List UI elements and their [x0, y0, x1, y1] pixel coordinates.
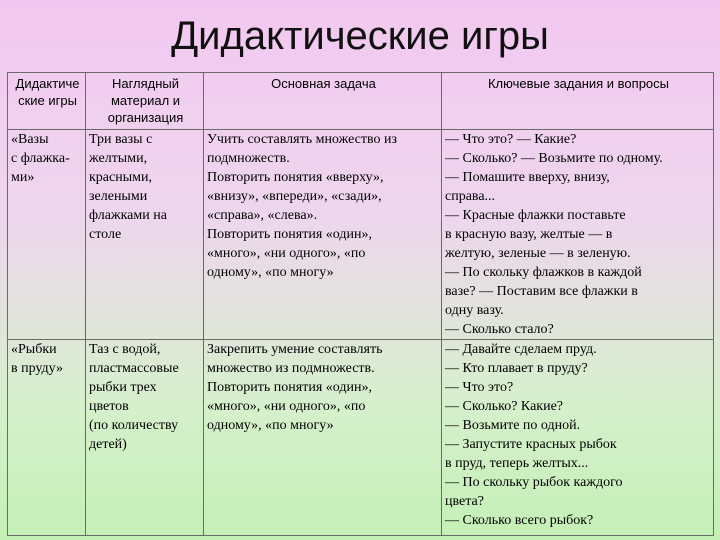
header-line: материал и: [110, 93, 181, 108]
cell-line: справа...: [445, 189, 496, 204]
cell-line: — Сколько всего рыбок?: [445, 513, 594, 528]
cell-line: вазе? — Поставим все флажки в: [445, 284, 638, 299]
cell-questions: [442, 340, 714, 536]
cell-line: столе: [89, 227, 122, 242]
cell-line: в красную вазу, желтые — в: [445, 227, 613, 242]
cell-line: — Возьмите по одной.: [445, 418, 581, 433]
cell-line: с флажка-: [11, 151, 70, 166]
slide-title: Дидактические игры: [171, 14, 549, 58]
cell-line: — Красные флажки поставьте: [445, 208, 626, 223]
cell-line: — Помашите вверху, внизу,: [445, 170, 610, 185]
cell-line: — Запустите красных рыбок: [445, 437, 617, 452]
cell-line: — Сколько? — Возьмите по одному.: [445, 151, 663, 166]
cell-line: — По скольку рыбок каждого: [445, 475, 623, 490]
header-task: [204, 73, 442, 130]
header-material: [86, 73, 204, 130]
cell-line: — Что это? — Какие?: [445, 132, 577, 147]
cell-line: — Сколько? Какие?: [445, 399, 564, 414]
cell-line: пластмассовые: [89, 361, 179, 376]
cell-line: флажками на: [89, 208, 167, 223]
cell-line: в пруд, теперь желтых...: [445, 456, 589, 471]
cell-line: «много», «ни одного», «по: [207, 246, 366, 261]
didactic-games-table: [7, 72, 714, 536]
header-line: Наглядный: [111, 76, 180, 91]
cell-line: Закрепить умение составлять: [207, 342, 383, 357]
cell-line: подмножеств.: [207, 151, 290, 166]
cell-game: [8, 130, 86, 340]
header-row: [8, 73, 714, 130]
cell-line: цвета?: [445, 494, 484, 509]
header-line: Ключевые задания и вопросы: [487, 76, 670, 91]
header-games: [8, 73, 86, 130]
cell-line: — Кто плавает в пруду?: [445, 361, 588, 376]
cell-line: одному», «по многу»: [207, 418, 334, 433]
cell-questions: [442, 130, 714, 340]
cell-game: [8, 340, 86, 536]
header-line: ские игры: [18, 93, 77, 108]
cell-line: «много», «ни одного», «по: [207, 399, 366, 414]
cell-line: желтыми,: [89, 151, 148, 166]
cell-line: зелеными: [89, 189, 148, 204]
cell-line: детей): [89, 437, 127, 452]
cell-line: Три вазы с: [89, 132, 153, 147]
cell-line: — Давайте сделаем пруд.: [445, 342, 597, 357]
cell-line: «Вазы: [11, 132, 49, 147]
cell-line: Таз с водой,: [89, 342, 161, 357]
cell-line: красными,: [89, 170, 152, 185]
cell-line: множество из подмножеств.: [207, 361, 375, 376]
cell-line: Учить составлять множество из: [207, 132, 398, 147]
cell-line: ми»: [11, 170, 35, 185]
cell-line: — По скольку флажков в каждой: [445, 265, 642, 280]
cell-line: одному», «по многу»: [207, 265, 334, 280]
cell-material: [86, 130, 204, 340]
cell-line: Повторить понятия «вверху»,: [207, 170, 384, 185]
cell-line: — Что это?: [445, 380, 514, 395]
cell-task: [204, 130, 442, 340]
header-line: Дидактиче: [15, 76, 80, 91]
cell-line: одну вазу.: [445, 303, 504, 318]
cell-line: цветов: [89, 399, 129, 414]
cell-line: «Рыбки: [11, 342, 57, 357]
cell-material: [86, 340, 204, 536]
table-row: [8, 130, 714, 340]
cell-line: желтую, зеленые — в зеленую.: [445, 246, 631, 261]
header-line: организация: [107, 110, 184, 125]
cell-line: «справа», «слева».: [207, 208, 318, 223]
cell-line: рыбки трех: [89, 380, 157, 395]
cell-line: в пруду»: [11, 361, 64, 376]
cell-line: Повторить понятия «один»,: [207, 227, 372, 242]
cell-line: — Сколько стало?: [445, 322, 554, 337]
table-row: [8, 340, 714, 536]
header-line: Основная задача: [271, 76, 376, 91]
cell-line: «внизу», «впереди», «сзади»,: [207, 189, 382, 204]
header-questions: [442, 73, 714, 130]
cell-line: Повторить понятия «один»,: [207, 380, 372, 395]
cell-task: [204, 340, 442, 536]
cell-line: (по количеству: [89, 418, 179, 433]
